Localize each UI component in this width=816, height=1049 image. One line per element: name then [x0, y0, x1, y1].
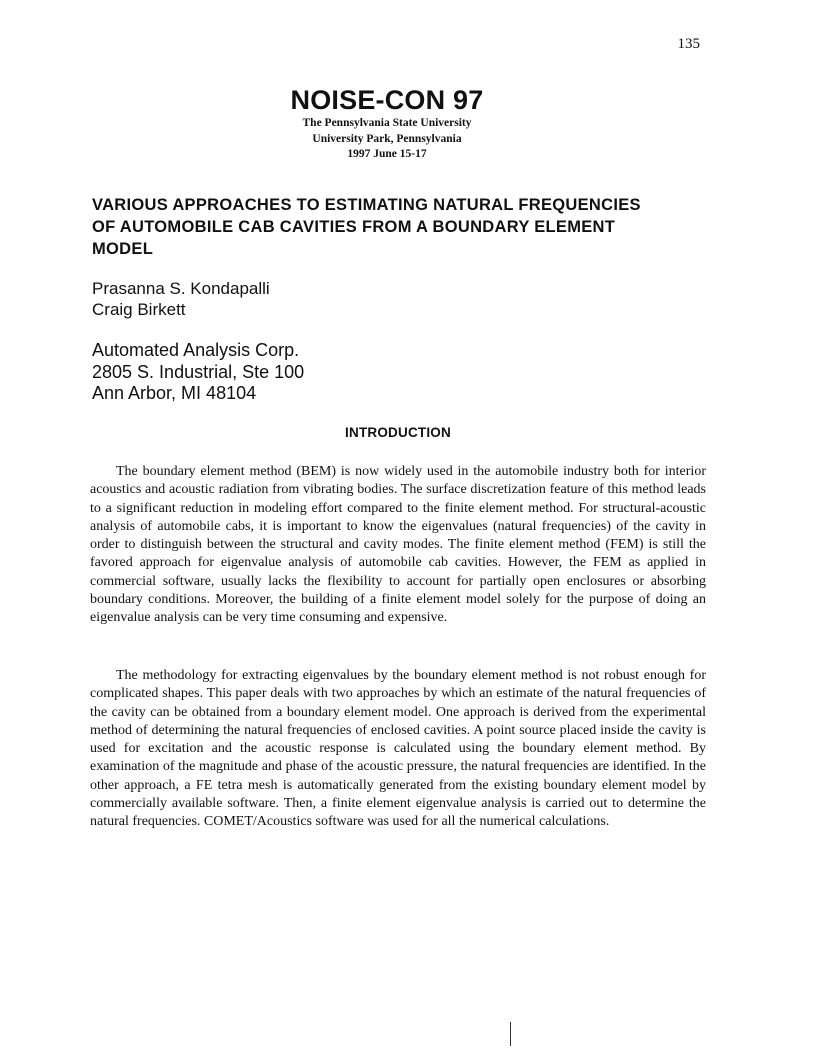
- conference-date: 1997 June 15-17: [347, 148, 427, 160]
- author-name: Prasanna S. Kondapalli: [92, 279, 270, 298]
- body-paragraph: The methodology for extracting eigenvalues by the boundary element method is not robust enough for complicated shapes. This paper deals with two approaches by which an estimate of the natural frequencies of the cavity can be obtained from a boundary element model. One approach is derived from the experimental method of determining the natural frequencies of enclosed cavities. A point source placed inside the cavity is used for excitation and the acoustic response is calculated using the boundary element method. By examination of the magnitude and phase of the acoustic pressure, the natural frequencies are identified. In the other approach, a FE tetra mesh is automatically generated from the existing boundary element model by commercially available software. Then, a finite element eigenvalue analysis is carried out to determine the natural frequencies. COMET/Acoustics software was used for all the numerical calculations.: [90, 668, 706, 830]
- paper-title-line: MODEL: [92, 240, 154, 258]
- body-paragraph: The boundary element method (BEM) is now widely used in the automobile industry both for interior acoustics and acoustic radiation from vibrating bodies. The surface discretization feature of this method leads to a significant reduction in modeling effort compared to the finite element method. For structural-acoustic analysis of automobile cabs, it is important to know the eigenvalues (natural frequencies) of the cavity in order to distinguish between the structural and cavity modes. The finite element method (FEM) is still the favored approach for eigenvalue analysis of automobile cab cavities. However, the FEM as applied in commercial software, usually lacks the flexibility to account for partially open enclosures or absorbing boundary conditions. Moreover, the building of a finite element model solely for the purpose of doing an eigenvalue analysis can be very time consuming and expensive.: [90, 464, 706, 626]
- conference-title: NOISE-CON 97: [290, 85, 484, 115]
- author-list: [92, 278, 270, 320]
- conference-university: The Pennsylvania State University: [302, 117, 472, 129]
- affiliation-company: Automated Analysis Corp.: [92, 340, 300, 360]
- margin-mark: [510, 1022, 511, 1046]
- affiliation-address: [92, 340, 304, 405]
- page-number: 135: [677, 36, 700, 52]
- affiliation-city: Ann Arbor, MI 48104: [92, 383, 257, 403]
- paper-title-line: VARIOUS APPROACHES TO ESTIMATING NATURAL FREQUENCIES: [92, 196, 641, 214]
- affiliation-street: 2805 S. Industrial, Ste 100: [92, 361, 305, 382]
- paper-title-line: OF AUTOMOBILE CAB CAVITIES FROM A BOUNDARY ELEMENT: [92, 218, 616, 236]
- author-name: Craig Birkett: [92, 300, 186, 319]
- conference-header: [0, 84, 774, 163]
- paper-title: [92, 194, 732, 260]
- section-heading-introduction: INTRODUCTION: [345, 425, 451, 440]
- conference-location: University Park, Pennsylvania: [312, 132, 462, 145]
